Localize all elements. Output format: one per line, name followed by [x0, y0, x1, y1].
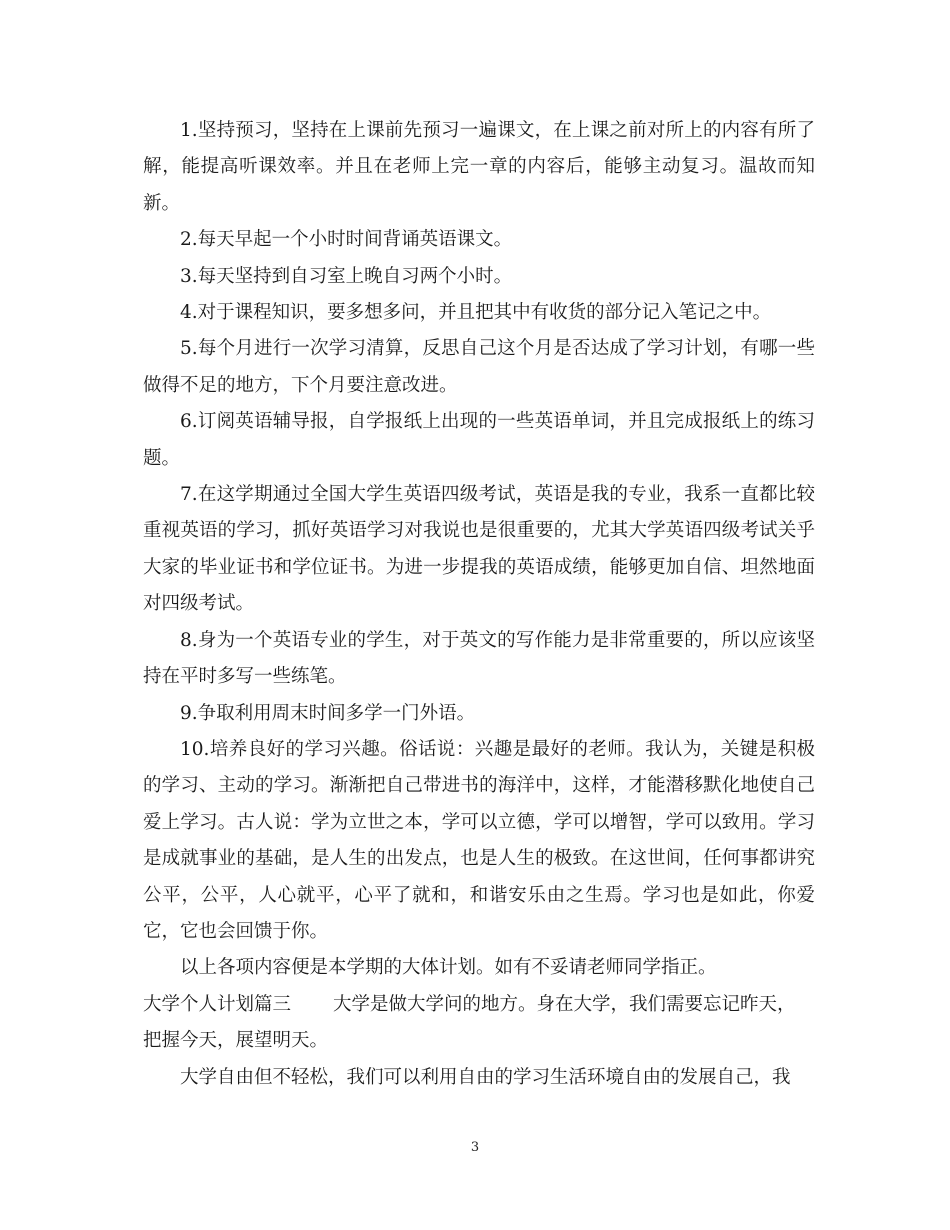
section-next-paragraph: 大学自由但不轻松，我们可以利用自由的学习生活环境自由的发展自己，我 — [180, 1066, 791, 1088]
plan-item-3: 3.每天坚持到自习室上晚自习两个小时。 — [180, 265, 513, 287]
plan-item-8: 8.身为一个英语专业的学生，对于英文的写作能力是非常重要的，所以应该坚持在平时多写一些练笔。 — [143, 629, 815, 688]
plan-item-4: 4.对于课程知识，要多想多问，并且把其中有收货的部分记入笔记之中。 — [180, 302, 772, 324]
heading-gap — [291, 987, 333, 1023]
plan-item-6: 6.订阅英语辅导报，自学报纸上出现的一些英语单词，并且完成报纸上的练习题。 — [143, 411, 815, 469]
page-number: 3 — [470, 1140, 480, 1155]
plan-item-2: 2.每天早起一个小时时间背诵英语课文。 — [180, 229, 513, 251]
plan-item-9: 9.争取利用周末时间多学一门外语。 — [180, 702, 476, 724]
section-heading-line — [143, 987, 815, 1023]
plan-item-10: 10.培养良好的学习兴趣。俗话说：兴趣是最好的老师。我认为，关键是积极的学习、主动的学习。渐渐把自己带进书的海洋中，这样，才能潜移默化地使自己爱上学习。古人说：学为立世之本，学可以立德，学可以增智，学可以致用。学习是成就事业的基础，是人生的出发点，也是人生的极致。在这世间，任何事都讲究公平，公平，人心就平，心平了就和，和谐安乐由之生焉。学习也是如此，你爱它，它也会回馈于你。 — [143, 738, 815, 942]
plan-item-5: 5.每个月进行一次学习清算，反思自己这个月是否达成了学习计划，有哪一些做得不足的地方，下个月要注意改进。 — [143, 338, 815, 396]
section-intro-text: 大学是做大学问的地方。身在大学，我们需要忘记昨天， — [333, 993, 796, 1015]
document-body — [143, 113, 815, 1096]
plan-item-7: 7.在这学期通过全国大学生英语四级考试，英语是我的专业，我系一直都比较重视英语的学习，抓好英语学习对我说也是很重要的，尤其大学英语四级考试关乎大家的毕业证书和学位证书。为进一步提我的英语成绩，能够更加自信、坦然地面对四级考试。 — [143, 484, 815, 615]
section-intro-continuation: 把握今天，展望明天。 — [143, 1030, 329, 1052]
plan-item-1: 1.坚持预习，坚持在上课前先预习一遍课文，在上课之前对所上的内容有所了解，能提高听课效率。并且在老师上完一章的内容后，能够主动复习。温故而知新。 — [143, 120, 815, 214]
section-heading: 大学个人计划篇三 — [143, 993, 292, 1015]
plan-summary: 以上各项内容便是本学期的大体计划。如有不妥请老师同学指正。 — [180, 957, 717, 979]
